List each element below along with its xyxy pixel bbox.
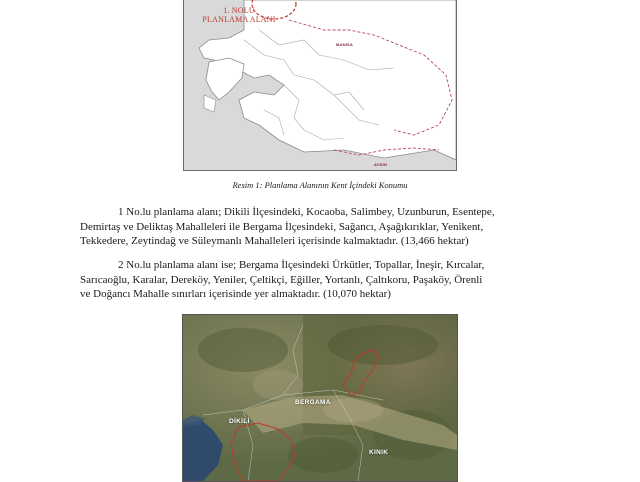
paragraph-line: Demirtaş ve Deliktaş Mahalleleri ile Bergama İlçesindeki, Sağancı, Aşağıkırıklar, Yenikent,	[80, 220, 484, 233]
map-label-dikili: DİKİLİ	[229, 418, 250, 425]
district-label-aydin: AYDIN	[374, 162, 388, 167]
paragraph-line: 2 No.lu planlama alanı ise; Bergama İlçesindeki Ürkütler, Topallar, İneşir, Kırcalar,	[118, 259, 485, 271]
satellite-map-graphic	[183, 315, 457, 481]
paragraph-line: Sarıcaoğlu, Karalar, Dereköy, Yeniler, Çeltikçi, Eğiller, Yortanlı, Çaltıkoru, Paşaköy, Örenli	[80, 273, 483, 286]
province-map	[183, 0, 457, 171]
district-label-manisa: MANİSA	[336, 42, 353, 47]
paragraph-line: 1 No.lu planlama alanı; Dikili İlçesindeki, Kocaoba, Salimbey, Uzunburun, Esentepe,	[118, 206, 495, 218]
figure-caption: Resim 1: Planlama Alanının Kent İçindeki Konumu	[232, 180, 408, 190]
paragraph-planning-area-1	[80, 205, 565, 249]
province-map-graphic	[184, 0, 456, 170]
map-label-bergama: BERGAMA	[295, 399, 331, 406]
paragraph-line: Tekkedere, Zeytindağ ve Süleymanlı Mahalleleri içerisinde kalmaktadır. (13,466 hektar)	[80, 235, 469, 247]
satellite-map	[182, 314, 458, 482]
paragraph-line: ve Doğancı Mahalle sınırları içerisinde yer almaktadır. (10,070 hektar)	[80, 288, 391, 300]
map-label-kinik: KINIK	[369, 449, 389, 456]
paragraph-planning-area-2	[80, 258, 565, 302]
planning-area-label: 1. NOLU PLANLAMA ALANI	[202, 6, 276, 24]
